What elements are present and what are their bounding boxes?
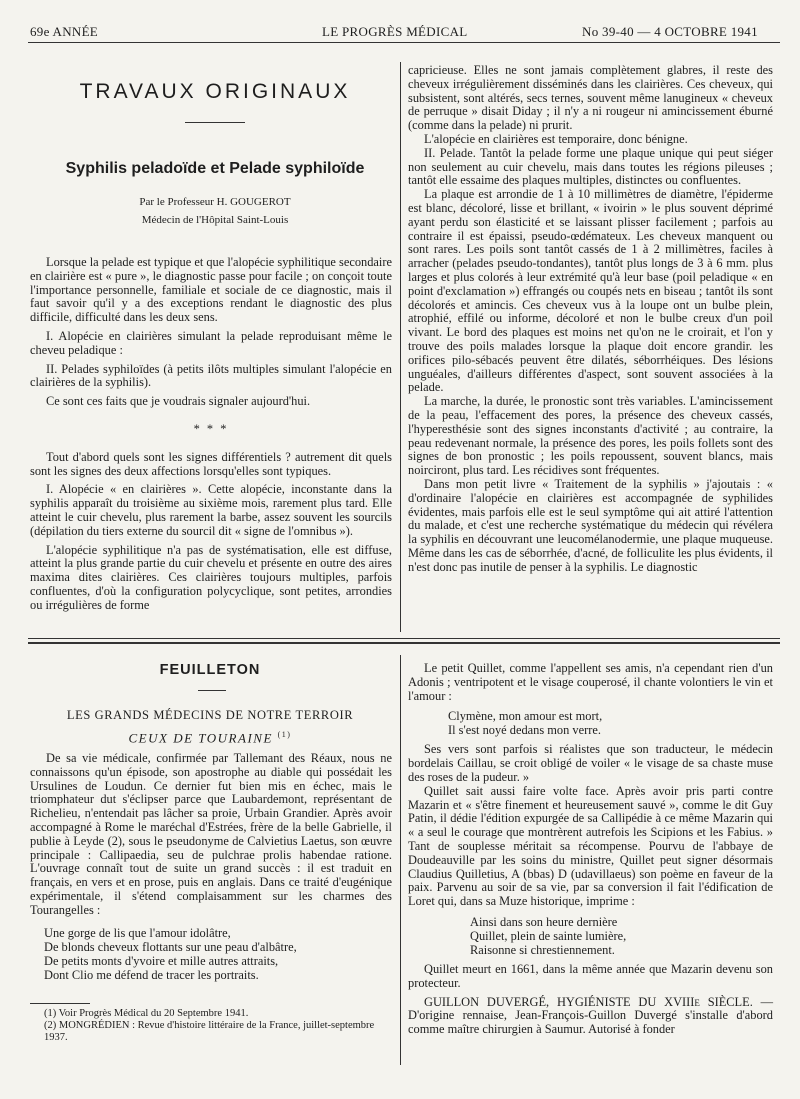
feuilleton-separator — [28, 638, 780, 639]
verse-line: Raisonne si chrestiennement. — [470, 942, 615, 957]
verse-block — [44, 926, 392, 982]
feuilleton-left-column — [30, 752, 392, 982]
article-byline: Par le Professeur H. GOUGEROT — [139, 196, 291, 208]
article-paragraph: Ce sont ces faits que je voudrais signaler aujourd'hui. — [46, 394, 311, 409]
footnotes — [30, 1008, 392, 1044]
column-divider-lower — [400, 655, 401, 1065]
article-paragraph: capricieuse. Elles ne sont jamais complètement glabres, il reste des cheveux irrégulièrement disséminés dans les clairières. Ces cheveux, qui subsistent, sont altérés, secs ternes, souvent même lanugineux « cheveux de perruque » disait Diday ; il n'y a ni rougeur ni amincissement éburné (comme dans la pelade) ni prurit. — [408, 63, 773, 133]
verse-line: Ainsi dans son heure dernière — [470, 914, 618, 929]
feuilleton-paragraph: Quillet sait aussi faire volte face. Après avoir pris parti contre Mazarin et « s'être finement et heureusement sauvé », comme le dit Guy Patin, il dédie l'édition expurgée de sa Callipédie à ce même Mazarin qui « a seul le courage que montrèrent autrefois les Scipions et les Fabius. » Tant de souplesse méritait sa récompense. Pourvu de l'abbaye de Doudeauville par les soins du ministre, Quillet peut signer désormais Claudius Quilletius, A (bbas) D (udavillaeus) son poème en faveur de la paix. Parvenu au soir de sa vie, par sa conversion il fait l'édification de Loret qui, dans sa Muze historique, imprime : — [408, 783, 773, 909]
feuilleton-paragraph: Ses vers sont parfois si réalistes que son traducteur, le médecin bordelais Caillau, se croit obligé de voiler « le visage de sa chaste muse des roses de la pudeur. » — [408, 742, 773, 784]
section-title: TRAVAUX ORIGINAUX — [79, 80, 351, 103]
verse-block — [470, 915, 773, 957]
article-title: Syphilis peladoïde et Pelade syphiloïde — [65, 160, 365, 177]
verse-line: Quillet, plein de sainte lumière, — [470, 928, 627, 943]
article-paragraph: L'alopécie syphilitique n'a pas de systématisation, elle est diffuse, atteint la plus grande partie du cuir chevelu et présente en outre des aires maxima dites clairières. Ces clairières toujours multiples, parfois confluentes, d'où la configuration polycyclique, sont petites, arrondies ou irrégulières de forme — [30, 542, 392, 612]
header-year: 69e ANNÉE — [30, 24, 99, 39]
verse-line: Une gorge de lis que l'amour idolâtre, — [44, 925, 231, 940]
footnote-rule — [30, 1003, 90, 1004]
verse-line: De blonds cheveux flottants sur une peau d'albâtre, — [44, 939, 297, 954]
header-journal-title: LE PROGRÈS MÉDICAL — [322, 24, 468, 39]
header-issue-date: No 39-40 — 4 OCTOBRE 1941 — [582, 24, 758, 39]
footnote: (1) Voir Progrès Médical du 20 Septembre 1941. — [44, 1008, 249, 1019]
asterism: * * * — [193, 421, 229, 436]
feuilleton-subtitle: LES GRANDS MÉDECINS DE NOTRE TERROIR — [66, 708, 354, 722]
article-paragraph: La plaque est arrondie de 1 à 10 millimètres de diamètre, l'épiderme est blanc, décoloré, lisse et brillant, « ivoirin » le plus souvent déprimé ayant perdu son élasticité et se laissant plisser facilement ; parfois au contraire il est épaissi, pseudo-œdémateux. Les cheveux manquent ou sont rares. Les poils sont tantôt cassés de 1 à 2 millimètres, faciles à arracher (pelades pseudo-tondantes), tantôt plus longs de 3 à 6 mm. plus larges et plus colorés à leur extrémité qu'à leur base (poil peladique « en point d'exclamation ») effrangés ou coupés nets en biseau ; tantôt ils sont décolorés et amincis. Ces cheveux vus à la loupe ont un bulbe plein, atrophié, effilé ou informe, décoloré et non le bulbe creux d'un poil vivant. Le bord des plaques est moins net qu'on ne le croirait, et l'on y trouve des poils malades lorsque la plaque doit encore grandir. les orifices pilo-sébacés peuvent être dilatés, séborrhéiques. Des lésions unguéales, d'ailleurs différentes d'aspect, sont souvent associées à la pelade. — [408, 187, 773, 395]
footnote: (2) MONGRÉDIEN : Revue d'histoire littéraire de la France, juillet-septembre 1937. — [44, 1020, 375, 1043]
feuilleton-divider — [198, 690, 226, 691]
article-paragraph: II. Pelades syphiloïdes (à petits ilôts multiples simulant l'alopécie en clairières de la syphilis). — [30, 361, 392, 390]
feuilleton-separator-thick — [28, 642, 780, 644]
verse-block — [448, 709, 773, 737]
article-right-column — [408, 64, 773, 574]
article-paragraph: Dans mon petit livre « Traitement de la syphilis » j'ajoutais : « d'ordinaire l'alopécie en clairières est accompagnée de syphilides évidentes, mais parfois elle est le seul symptôme qui ait attiré l'attention du malade, et c'est une recherche systématique du médecin qui révélera la syphilis en découvrant une leucomélanodermie, une plaque muqueuse. Même dans les cas de séborrhée, d'acné, de folliculite les plus évidents, il n'est donc pas inutile de penser à la syphilis. Le diagnostic — [408, 476, 773, 574]
footnote-ref: (1) — [277, 730, 292, 739]
feuilleton-subtitle-2-text: CEUX DE TOURAINE — [128, 730, 273, 746]
article-paragraph: Tout d'abord quels sont les signes différentiels ? autrement dit quels sont les signes des deux affections lorsqu'elles sont typiques. — [30, 449, 392, 478]
feuilleton-label: FEUILLETON — [159, 662, 261, 678]
article-left-column — [30, 256, 392, 613]
title-divider — [185, 122, 245, 123]
feuilleton-paragraph: De sa vie médicale, confirmée par Tallemant des Réaux, nous ne connaissons qu'un épisode, son apostrophe au diable qui possédait les Ursulines de Loudun. Ce dernier fut bien mis en échec, mais le triomphateur dut s'éclipser parce que Laubardemont, représentant de Richelieu, n'entendait pas lâcher sa proie, Urbain Grandier. Après avoir accompagné à Rome le maréchal d'Estrées, frère de la belle Gabrielle, il publie à Leyde (2), sous le pseudonyme de Calvietius Laetus, son œuvre principale : Callipaedia, seu de pulchrae prolis habendae ratione. L'ouvrage connaît tout de suite un grand succès : il est traduit en français, en vers et en prose, puis en anglais. Dans ce traité d'eugénique expérimentale, il s'étend complaisamment sur les charmes des Tourangelles : — [30, 751, 392, 917]
column-divider — [400, 62, 401, 632]
article-paragraph: I. Alopécie « en clairières ». Cette alopécie, inconstante dans la syphilis apparaît du troisième au sixième mois, rarement plus tard. Elle atteint le cuir chevelu, plus rarement la barbe, assez souvent les sourcils (dépilation du tiers externe du sourcil dit « signe de l'omnibus »). — [30, 482, 392, 538]
feuilleton-paragraph: Quillet meurt en 1661, dans la même année que Mazarin devenu son protecteur. — [408, 961, 773, 990]
article-paragraph: II. Pelade. Tantôt la pelade forme une plaque unique qui peut siéger non seulement au cuir chevelu, mais dans toutes les régions pileuses ; tantôt elle essaime des plaques multiples, distinctes ou confluentes. — [408, 145, 773, 188]
article-paragraph: I. Alopécie en clairières simulant la pelade reproduisant même le cheveu peladique : — [30, 328, 392, 357]
verse-line: De petits monts d'yvoire et mille autres attraits, — [44, 953, 279, 968]
section-text: D'origine rennaise, Jean-François-Guillon Duvergé s'installe d'abord comme maître chirurgien à Saumur. Autorisé à fonder — [408, 1008, 773, 1037]
verse-line: Il s'est noyé dedans mon verre. — [448, 723, 601, 738]
feuilleton-right-column — [408, 662, 773, 1037]
article-paragraph: L'alopécie en clairières est temporaire, donc bénigne. — [424, 131, 688, 146]
article-paragraph: La marche, la durée, le pronostic sont très variables. L'amincissement de la peau, l'effacement des pores, la présence des cheveux cassés, l'hyperesthésie sont des signes inconstants d'activité ; au contraire, la peau redevenant normale, la présence des pores, les poils follets sont des signes de bon pronostic ; les poils repoussent, souvent blancs, mais noirciront, plus tard. Les récidives sont fréquentes. — [408, 394, 773, 478]
feuilleton-paragraph: Le petit Quillet, comme l'appellent ses amis, n'a cependant rien d'un Adonis ; ventripotent et le visage couperosé, il chante volontiers le vin et l'amour : — [408, 661, 773, 703]
header-rule — [28, 42, 780, 43]
feuilleton-subtitle-2 — [30, 730, 390, 746]
verse-line: Dont Clio me défend de tracer les portraits. — [44, 967, 259, 982]
feuilleton-paragraph — [408, 996, 773, 1037]
article-affiliation: Médecin de l'Hôpital Saint-Louis — [141, 214, 289, 226]
article-paragraph: Lorsque la pelade est typique et que l'alopécie syphilitique secondaire en clairière est « pure », le diagnostic passe pour facile ; on conçoit toute l'importance personnelle, familiale et sociale de ce diagnostic, mais il faut savoir qu'il y a des exceptions rendant le diagnostic des plus difficile, difficulté dans les deux sens. — [30, 255, 392, 325]
section-heading: GUILLON DUVERGÉ, HYGIÉNISTE DU XVIIIe SIÈCLE. — — [424, 994, 773, 1009]
verse-line: Clymène, mon amour est mort, — [448, 709, 603, 724]
